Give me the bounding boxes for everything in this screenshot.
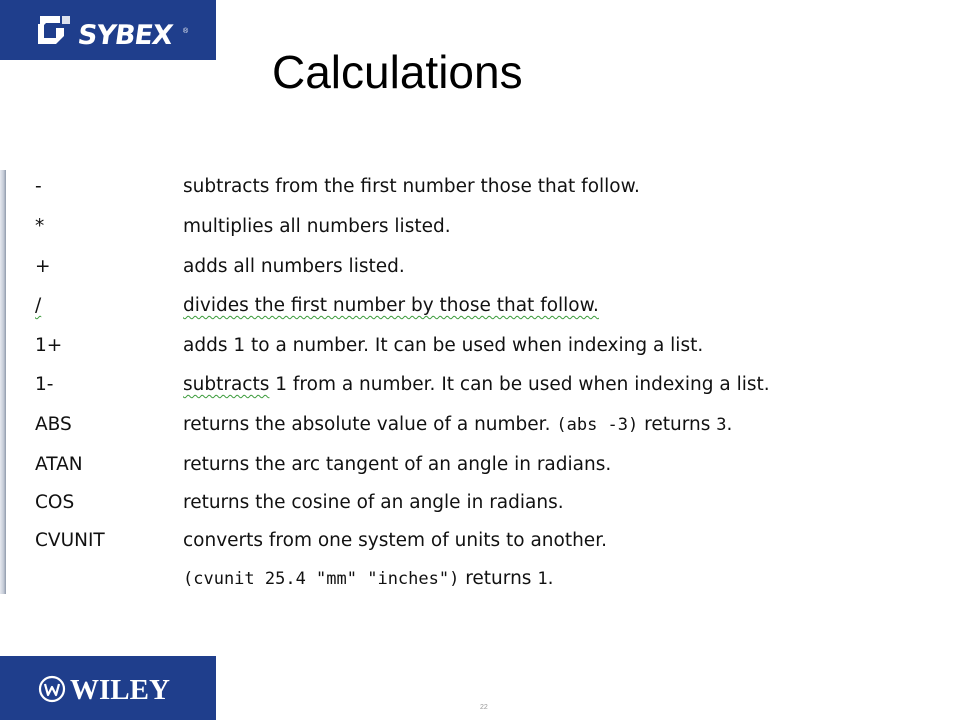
description-text: returns the cosine of an angle in radians. <box>183 492 564 513</box>
function-description <box>183 530 607 551</box>
function-name: 1+ <box>35 335 63 356</box>
description-text: returns the arc tangent of an angle in radians. <box>183 454 612 475</box>
description-text: subtracts <box>183 374 270 395</box>
function-row <box>0 530 860 566</box>
function-name: + <box>35 256 51 277</box>
function-name: CVUNIT <box>35 530 105 551</box>
sybex-logo <box>0 0 216 60</box>
code-snippet: (abs -3) <box>556 415 639 435</box>
function-name: - <box>35 176 42 197</box>
function-name: ATAN <box>35 454 83 475</box>
wiley-logo <box>0 656 216 720</box>
function-description <box>183 295 599 316</box>
code-snippet: 1 <box>537 569 548 589</box>
function-name: ABS <box>35 414 72 435</box>
page-number: 22 <box>480 704 488 711</box>
function-row <box>0 568 860 604</box>
function-row <box>0 176 860 212</box>
description-text: adds all numbers listed. <box>183 256 405 277</box>
sybex-logo-text: SYBEX <box>75 20 175 51</box>
function-row <box>0 454 860 490</box>
description-text: divides the first number by those that follow. <box>183 295 599 316</box>
wiley-logo-text: WILEY <box>70 674 170 706</box>
description-text: returns <box>459 568 538 589</box>
function-description <box>183 414 732 435</box>
slide-title: Calculations <box>272 45 523 98</box>
code-snippet: (cvunit 25.4 "mm" "inches") <box>183 569 460 589</box>
function-row <box>0 492 860 528</box>
sybex-logo-mark-icon <box>30 14 74 48</box>
function-row <box>0 295 860 331</box>
registered-mark: ® <box>183 28 189 35</box>
function-row <box>0 335 860 371</box>
description-text: multiplies all numbers listed. <box>183 216 451 237</box>
function-row <box>0 374 860 410</box>
function-row <box>0 414 860 450</box>
function-description <box>183 176 640 197</box>
description-text: subtracts from the first number those that follow. <box>183 176 640 197</box>
function-description <box>183 335 703 356</box>
description-text: . <box>726 414 733 435</box>
function-name: * <box>35 216 45 237</box>
description-text: returns <box>638 414 717 435</box>
function-description <box>183 256 405 277</box>
function-list-screenshot <box>0 170 870 594</box>
function-description <box>183 492 564 513</box>
description-text: converts from one system of units to another. <box>183 530 607 551</box>
function-description <box>183 454 611 475</box>
description-text: returns the absolute value of a number. <box>183 414 557 435</box>
function-name: COS <box>35 492 75 513</box>
function-description <box>183 216 451 237</box>
function-name: / <box>35 295 42 316</box>
function-name: 1- <box>35 374 54 395</box>
description-text: . <box>547 568 554 589</box>
function-description <box>183 374 770 395</box>
function-row <box>0 216 860 252</box>
function-description <box>183 568 553 589</box>
wiley-emblem-icon <box>38 675 66 703</box>
code-snippet: 3 <box>716 415 727 435</box>
description-text: 1 from a number. It can be used when indexing a list. <box>269 374 770 395</box>
description-text: adds 1 to a number. It can be used when indexing a list. <box>183 335 704 356</box>
function-row <box>0 256 860 292</box>
